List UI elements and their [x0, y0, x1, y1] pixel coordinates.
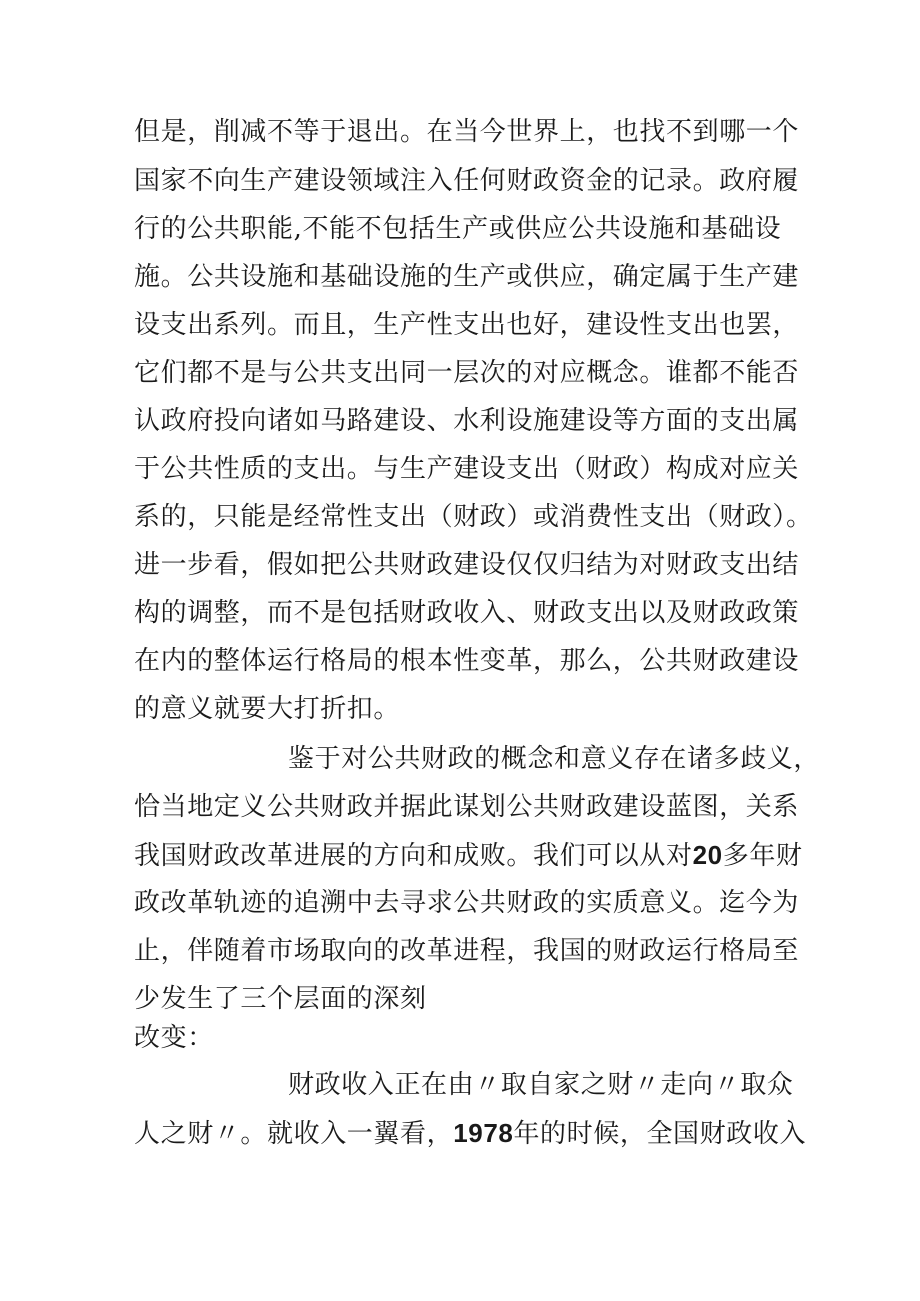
- text-line: 的意义就要大打折扣。: [134, 694, 401, 724]
- number-span: 20: [692, 840, 723, 870]
- text-line: 少发生了三个层面的深刻: [134, 984, 427, 1014]
- text-line: [134, 1115, 806, 1152]
- text-line: 设支出系列。而且，生产性支出也好，建设性支出也罢，: [134, 310, 800, 340]
- text-line: 于公共性质的支出。与生产建设支出（财政）构成对应关: [134, 454, 800, 484]
- text-span: 多年财: [722, 841, 803, 871]
- text-line: 认政府投向诸如马路建设、水利设施建设等方面的支出属: [134, 406, 800, 436]
- text-line: 鉴于对公共财政的概念和意义存在诸多歧义，: [288, 744, 821, 774]
- text-line: 构的调整，而不是包括财政收入、财政支出以及财政政策: [134, 598, 800, 628]
- text-line: 系的，只能是经常性支出（财政）或消费性支出（财政）。: [134, 502, 813, 532]
- text-line: 在内的整体运行格局的根本性变革，那么，公共财政建设: [134, 646, 800, 676]
- text-line: 行的公共职能,不能不包括生产或供应公共设施和基础设: [134, 214, 782, 244]
- text-line: 进一步看，假如把公共财政建设仅仅归结为对财政支出结: [134, 550, 800, 580]
- text-line: 止，伴随着市场取向的改革进程，我国的财政运行格局至: [134, 936, 800, 966]
- text-line: 国家不向生产建设领域注入任何财政资金的记录。政府履: [134, 166, 800, 196]
- text-line: 政改革轨迹的追溯中去寻求公共财政的实质意义。迄今为: [134, 888, 800, 918]
- text-line: 但是，削减不等于退出。在当今世界上，也找不到哪一个: [134, 117, 800, 147]
- text-span: 年的时候，全国财政收入: [513, 1119, 807, 1149]
- text-span: 人之财〃。就收入一翼看，: [134, 1119, 454, 1149]
- text-line: 财政收入正在由〃取自家之财〃走向〃取众: [288, 1070, 794, 1100]
- text-line: 改变：: [134, 1023, 214, 1053]
- text-span: 我国财政改革进展的方向和成败。我们可以从对: [134, 841, 693, 871]
- text-line: [134, 837, 803, 874]
- text-line: 恰当地定义公共财政并据此谋划公共财政建设蓝图，关系: [134, 792, 800, 822]
- text-line: 施。公共设施和基础设施的生产或供应，确定属于生产建: [134, 262, 800, 292]
- text-line: 它们都不是与公共支出同一层次的对应概念。谁都不能否: [134, 358, 800, 388]
- number-span: 1978: [453, 1118, 514, 1148]
